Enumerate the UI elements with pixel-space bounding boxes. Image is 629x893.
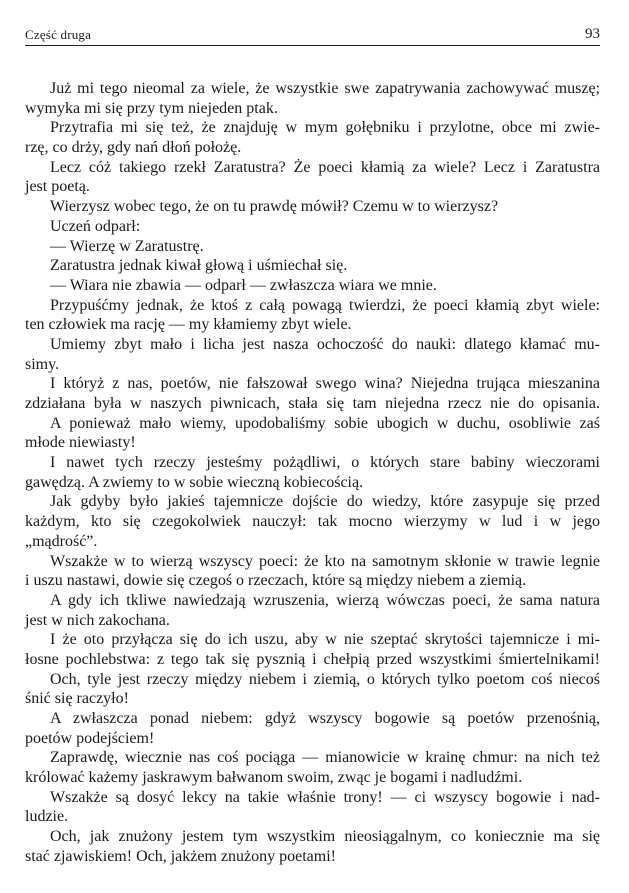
- text-line: Lecz cóż takiego rzekł Zaratustra? Że poeci kłamią za wiele? Lecz i Zaratustra: [50, 158, 600, 176]
- text-line: — Wiara nie zbawia — odparł — zwłaszcza wiara we mnie.: [50, 276, 437, 294]
- text-line: śnić się raczyło!: [25, 690, 129, 708]
- text-line: rzę, co drży, gdy nań dłoń położę.: [25, 139, 242, 157]
- text-line: Wierzysz wobec tego, że on tu prawdę mówił? Czemu w to wierzysz?: [50, 198, 499, 216]
- text-line: I któryż z nas, poetów, nie fałszował swego wina? Niejedna trująca mieszanina: [50, 375, 600, 393]
- text-line: Och, jak znużony jestem tym wszystkim nieosiągalnym, co koniecznie ma się: [50, 828, 600, 846]
- text-line: ten człowiek ma rację — my kłamiemy zbyt wiele.: [25, 316, 352, 334]
- text-line: Zaratustra jednak kiwał głową i uśmiechał się.: [50, 257, 348, 275]
- text-line: młode niewiasty!: [25, 434, 136, 452]
- text-line: A ponieważ mało wiemy, upodobaliśmy sobie ubogich w duchu, osobliwie zaś: [50, 414, 600, 432]
- body-text: [25, 79, 600, 867]
- text-line: Jak gdyby było jakieś tajemnicze dojście do wiedzy, które zasypuje się przed: [50, 493, 600, 511]
- text-line: zdziałana była w naszych piwnicach, stała się tam niejedna rzecz nie do opisania.: [25, 395, 600, 412]
- text-line: A zwłaszcza ponad niebem: gdyż wszyscy bogowie są poetów przenośnią,: [50, 710, 600, 727]
- text-line: łosne pochlebstwa: z tego tak się pysznią i chełpią przed wszystkimi śmiertelnikami!: [25, 650, 600, 668]
- text-line: Przypuśćmy jednak, że ktoś z całą powagą twierdzi, że poeci kłamią zbyt wiele:: [50, 296, 600, 314]
- text-line: „mądrość”.: [25, 532, 98, 550]
- text-line: — Wierzę w Zaratustrę.: [50, 237, 204, 255]
- text-line: Uczeń odparł:: [50, 217, 141, 235]
- text-line: I nawet tych rzeczy jesteśmy pożądliwi, o których stare babiny wieczorami: [50, 454, 600, 472]
- text-line: Przytrafia mi się też, że znajduję w mym gołębniku i przylotne, obce mi zwie-: [50, 119, 600, 137]
- text-line: stać zjawiskiem! Och, jakżem znużony poetami!: [25, 847, 336, 865]
- text-line: Wszakże w to wierzą wszyscy poeci: że kto na samotnym skłonie w trawie legnie: [50, 552, 600, 570]
- running-header: [25, 25, 600, 46]
- text-line: simy.: [25, 355, 60, 373]
- text-line: każdym, kto się czegokolwiek nauczył: tak mocno wierzymy w lud i w jego: [25, 513, 600, 531]
- text-line: wymyka mi się przy tym niejeden ptak.: [25, 99, 278, 117]
- text-line: królować każemy jaskrawym bałwanom swoim, zwąc je bogami i nadludźmi.: [25, 769, 523, 787]
- text-line: I że oto przyłącza się do ich uszu, aby w nie szeptać skrytości tajemnicze i mi-: [50, 631, 600, 649]
- text-line: ludzie.: [25, 808, 69, 826]
- text-line: jest w nich zakochana.: [25, 611, 170, 629]
- text-line: poetów podejściem!: [25, 729, 155, 747]
- text-line: Umiemy zbyt mało i licha jest nasza ochoczość do nauki: dlatego kłamać mu-: [50, 335, 600, 353]
- text-line: A gdy ich tkliwe nawiedzają wzruszenia, wierzą wówczas poeci, że sama natura: [50, 591, 600, 609]
- text-line: jest poetą.: [25, 178, 90, 196]
- text-line: gawędzą. A zwiemy to w sobie wieczną kobiecością.: [25, 473, 364, 491]
- text-line: Och, tyle jest rzeczy między niebem i ziemią, o których tylko poetom coś niecoś: [50, 670, 600, 688]
- text-line: Wszakże są dosyć lekcy na takie właśnie trony! — ci wszyscy bogowie i nad-: [50, 788, 600, 806]
- text-line: Już mi tego nieomal za wiele, że wszystkie swe zapatrywania zachowywać muszę;: [50, 80, 600, 97]
- text-line: Zaprawdę, wiecznie nas coś pociąga — mianowicie w krainę chmur: na nich też: [50, 749, 600, 767]
- page-number: 93: [585, 26, 600, 42]
- text-line: i uszu nastawi, dowie się czegoś o rzeczach, które są między niebem a ziemią.: [25, 572, 527, 590]
- running-title: Część druga: [25, 27, 92, 42]
